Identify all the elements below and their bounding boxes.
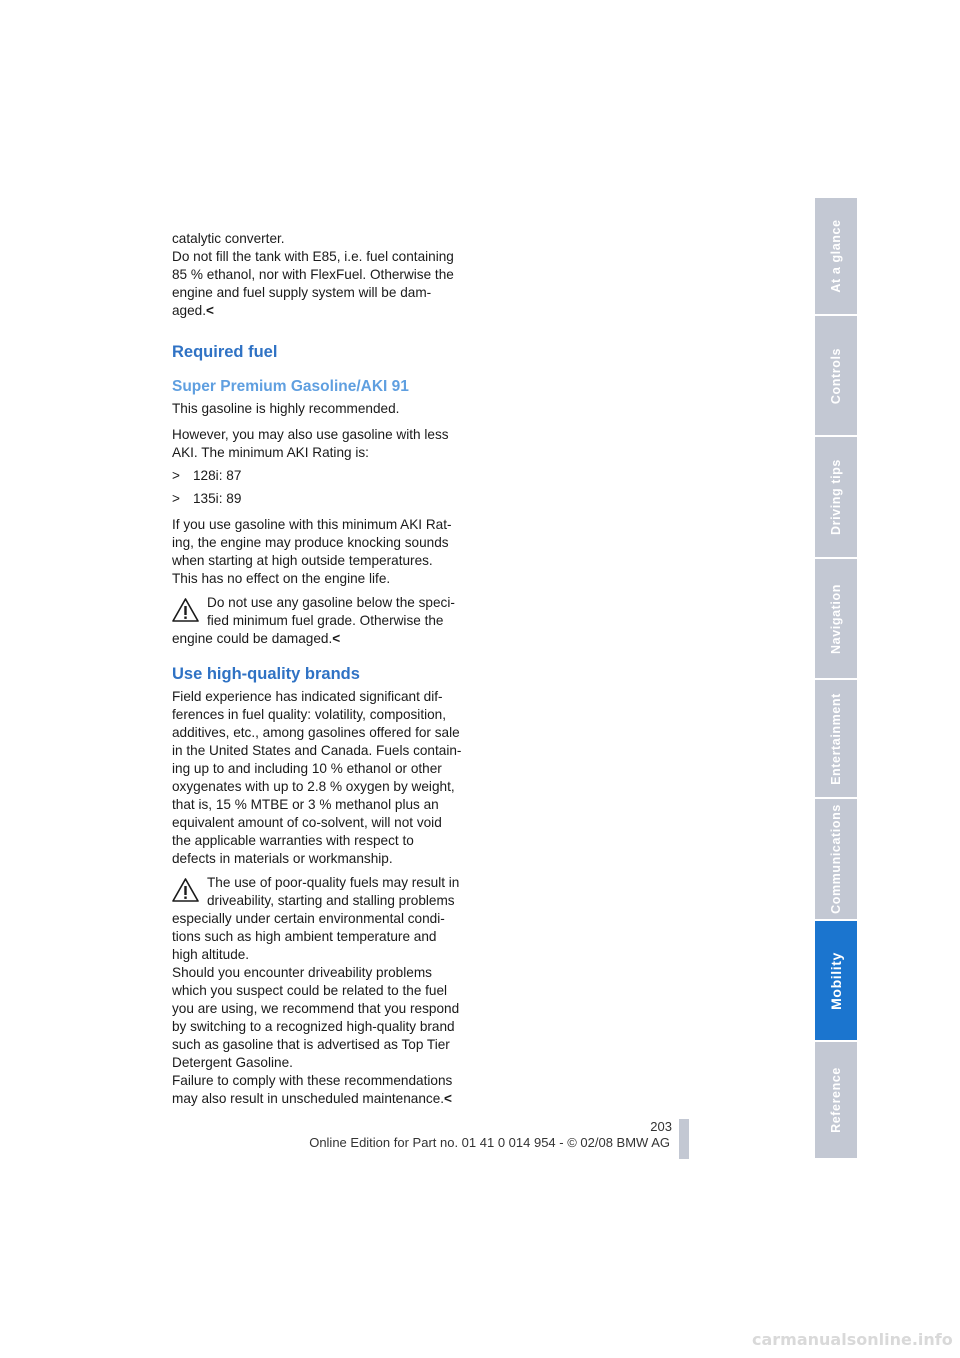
list-item	[172, 490, 467, 508]
text-line: ing, the engine may produce knocking sounds	[172, 535, 449, 550]
text-line: fied minimum fuel grade. Otherwise the	[207, 613, 444, 628]
tab-label: Driving tips	[829, 459, 843, 535]
tab-mobility[interactable]	[815, 921, 857, 1042]
list-item-text: 135i: 89	[193, 491, 242, 506]
page-number: 203	[650, 1119, 672, 1134]
text-line: If you use gasoline with this minimum AKI Rat-	[172, 517, 452, 532]
text-line: However, you may also use gasoline with less	[172, 427, 449, 442]
tab-label: Navigation	[829, 583, 843, 654]
tab-reference[interactable]	[815, 1042, 857, 1160]
text-line: Do not fill the tank with E85, i.e. fuel containing	[172, 249, 454, 264]
text-line: This has no effect on the engine life.	[172, 571, 391, 586]
tab-label: Communications	[829, 804, 843, 914]
text-line: equivalent amount of co-solvent, will not void	[172, 815, 442, 830]
warning-note-fuel-grade	[172, 594, 467, 648]
tab-label: Mobility	[828, 951, 844, 1010]
tab-at-a-glance[interactable]	[815, 198, 857, 316]
end-mark: <	[444, 1091, 452, 1106]
footer-marker-bar	[679, 1119, 689, 1159]
text-line: which you suspect could be related to the fuel	[172, 983, 448, 998]
list-item	[172, 467, 467, 485]
text-line: such as gasoline that is advertised as Top Tier	[172, 1037, 450, 1052]
bullet-marker: >	[172, 468, 180, 483]
list-item-text: 128i: 87	[193, 468, 242, 483]
text-line: ing up to and including 10 % ethanol or other	[172, 761, 442, 776]
tab-label: Reference	[829, 1067, 843, 1133]
knock-paragraph	[172, 516, 467, 588]
tab-entertainment[interactable]	[815, 680, 857, 799]
text-line: AKI. The minimum AKI Rating is:	[172, 445, 369, 460]
tab-navigation[interactable]	[815, 559, 857, 680]
warning-note-fuel-quality	[172, 874, 467, 1108]
text-line: engine could be damaged.<	[172, 631, 341, 646]
text-line: Failure to comply with these recommendations	[172, 1073, 453, 1088]
end-mark: <	[332, 631, 341, 646]
text-line: engine and fuel supply system will be dam-	[172, 285, 432, 300]
text-line: when starting at high outside temperatures.	[172, 553, 433, 568]
text-line: catalytic converter.	[172, 231, 285, 246]
text-line: additives, etc., among gasolines offered for sale	[172, 725, 460, 740]
watermark-text: carmanualsonline.info	[752, 1330, 953, 1349]
warning-triangle-icon	[172, 878, 199, 902]
field-experience-paragraph	[172, 688, 467, 868]
section-title-required-fuel: Required fuel	[172, 343, 278, 361]
warning-triangle-icon	[172, 598, 199, 622]
tab-driving-tips[interactable]	[815, 437, 857, 559]
however-paragraph	[172, 426, 467, 462]
text-line: ferences in fuel quality: volatility, composition,	[172, 707, 447, 722]
text-line: aged.<	[172, 303, 214, 318]
tab-label: Controls	[829, 347, 843, 404]
end-mark: <	[206, 303, 214, 318]
text-line: in the United States and Canada. Fuels contain-	[172, 743, 462, 758]
section-title-high-quality-brands: Use high-quality brands	[172, 665, 360, 683]
text-line: Detergent Gasoline.	[172, 1055, 293, 1070]
text-line: driveability, starting and stalling problems	[207, 893, 455, 908]
text-line: you are using, we recommend that you respond	[172, 1001, 460, 1016]
text-line: that is, 15 % MTBE or 3 % methanol plus an	[172, 797, 439, 812]
tab-communications[interactable]	[815, 799, 857, 921]
text-line: tions such as high ambient temperature and	[172, 929, 437, 944]
text-line: Do not use any gasoline below the speci-	[207, 595, 455, 610]
text-line: The use of poor-quality fuels may result in	[207, 875, 460, 890]
tab-label: At a glance	[829, 219, 843, 293]
bullet-marker: >	[172, 491, 180, 506]
text-line: oxygenates with up to 2.8 % oxygen by weight,	[172, 779, 455, 794]
edition-footer: Online Edition for Part no. 01 41 0 014 954 - © 02/08 BMW AG	[309, 1135, 670, 1150]
text-line: Field experience has indicated significant dif-	[172, 689, 443, 704]
tab-controls[interactable]	[815, 316, 857, 437]
text-line: may also result in unscheduled maintenance.<	[172, 1091, 452, 1106]
text-line: by switching to a recognized high-quality brand	[172, 1019, 455, 1034]
subsection-title-super-premium: Super Premium Gasoline/AKI 91	[172, 378, 409, 395]
recommended-paragraph: This gasoline is highly recommended.	[172, 401, 400, 416]
chapter-tabs	[815, 198, 857, 1160]
text-line: 85 % ethanol, nor with FlexFuel. Otherwise the	[172, 267, 454, 282]
main-content	[172, 230, 467, 1108]
text-line: high altitude.	[172, 947, 250, 962]
text-line: defects in materials or workmanship.	[172, 851, 393, 866]
text-line: especially under certain environmental condi-	[172, 911, 445, 926]
intro-paragraph	[172, 230, 467, 320]
tab-label: Entertainment	[829, 692, 843, 785]
text-line: the applicable warranties with respect to	[172, 833, 414, 848]
text-line: Should you encounter driveability problems	[172, 965, 432, 980]
